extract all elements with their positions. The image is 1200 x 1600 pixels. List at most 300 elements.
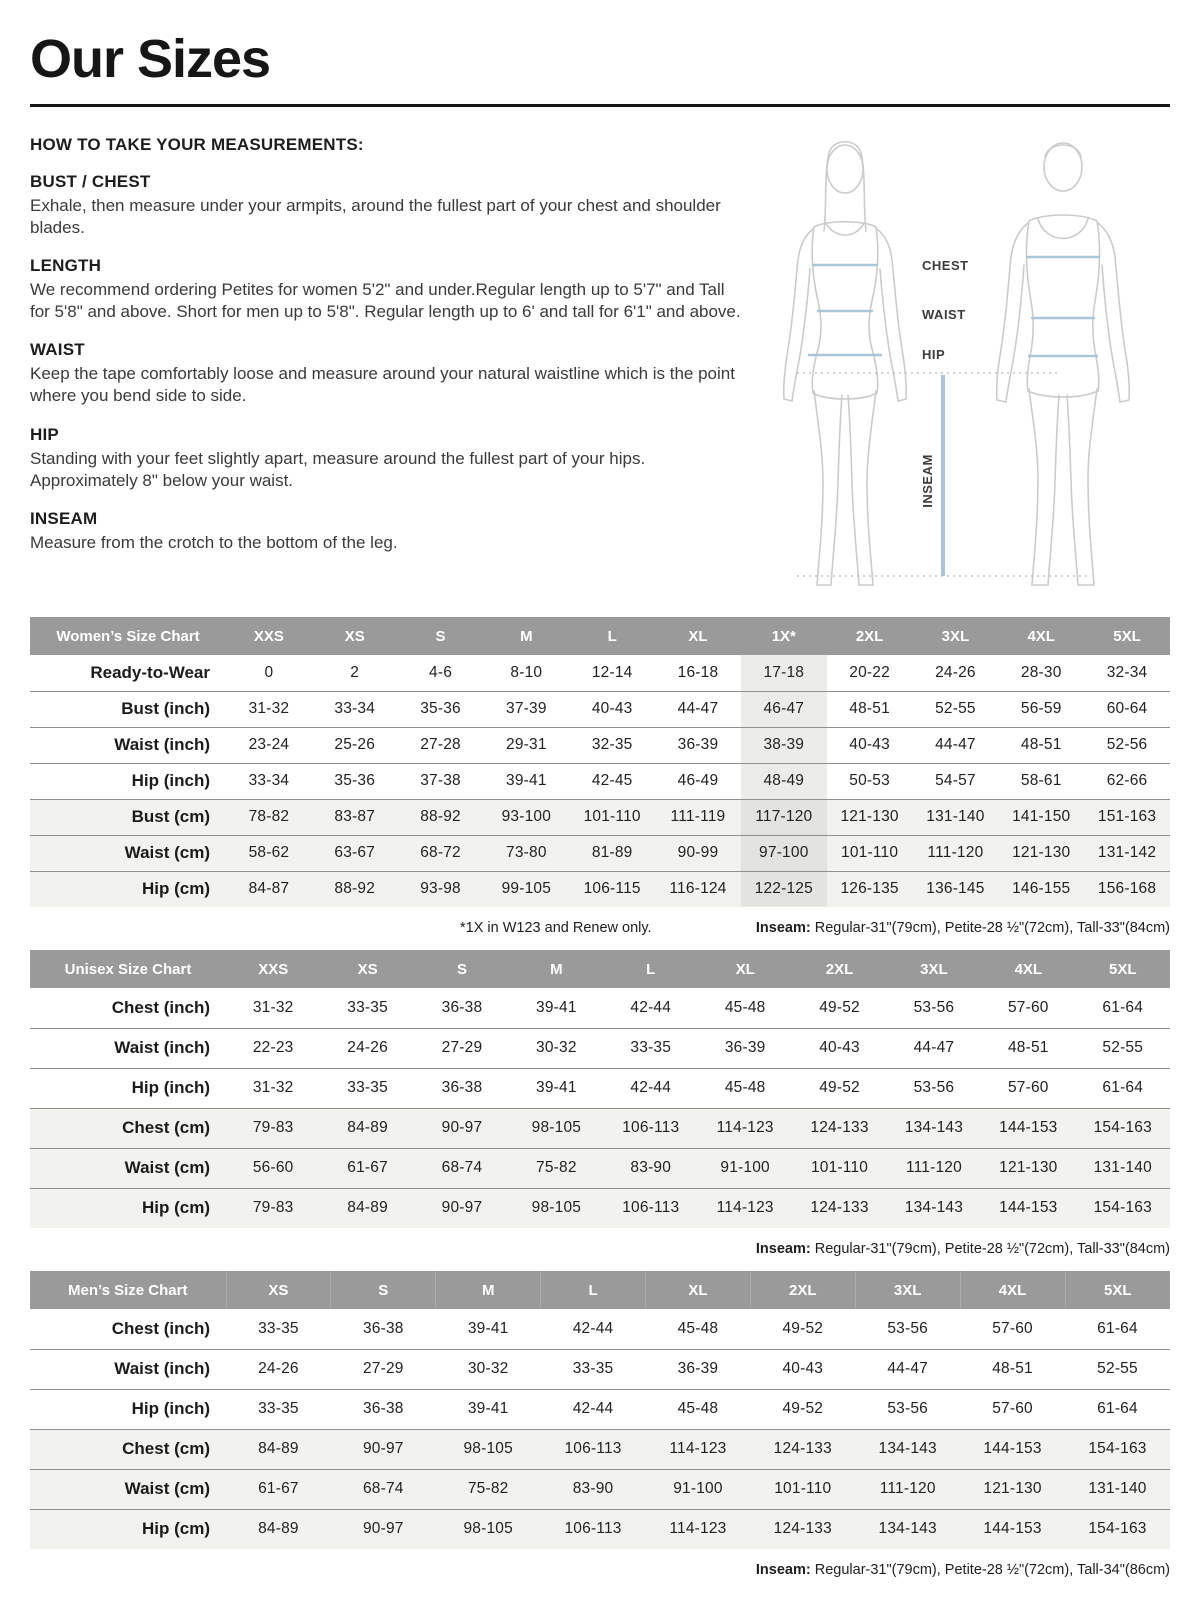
womens-1x-footnote: *1X in W123 and Renew only.	[460, 920, 652, 936]
inseam-note-label: Inseam:	[755, 1241, 811, 1257]
size-cell: 144-153	[960, 1429, 1065, 1469]
size-cell: 29-31	[506, 736, 547, 753]
size-cell: 31-32	[248, 700, 290, 717]
size-cell: 35-36	[334, 772, 376, 789]
size-cell: 131-140	[1076, 1148, 1170, 1188]
size-cell: 121-130	[827, 799, 913, 835]
size-cell: 42-44	[630, 998, 672, 1016]
column-header-xs: XS	[226, 1271, 331, 1309]
column-header-5xl: 5XL	[1065, 1271, 1170, 1309]
size-cell: 114-123	[646, 1509, 751, 1549]
size-cell: 53-56	[887, 1400, 929, 1417]
size-cell: 106-113	[604, 1188, 698, 1228]
size-cell: 57-60	[1007, 998, 1049, 1016]
size-cell: 16-18	[677, 663, 719, 681]
column-header-3xl: 3XL	[855, 1271, 960, 1309]
column-header-5xl: 5XL	[1084, 617, 1170, 655]
size-cell: 52-55	[1097, 1360, 1138, 1377]
size-cell: 134-143	[887, 1108, 981, 1148]
size-cell: 84-89	[320, 1108, 414, 1148]
size-cell: 98-105	[509, 1188, 603, 1228]
size-cell: 136-145	[913, 871, 999, 907]
section-title-length: LENGTH	[30, 256, 102, 276]
size-cell: 98-105	[436, 1429, 541, 1469]
size-cell: 49-52	[819, 998, 860, 1016]
column-header-s: S	[331, 1271, 436, 1309]
table-title: Unisex Size Chart	[30, 950, 226, 988]
size-cell: 56-60	[226, 1148, 320, 1188]
size-cell: 58-61	[1020, 772, 1062, 789]
size-cell: 44-47	[887, 1360, 929, 1377]
size-cell: 39-41	[506, 772, 547, 789]
size-cell: 146-155	[998, 871, 1084, 907]
size-cell: 40-43	[849, 736, 890, 753]
size-cell: 33-35	[347, 998, 388, 1016]
size-cell: 31-32	[252, 1079, 294, 1096]
size-cell: 93-98	[398, 871, 484, 907]
table-row	[30, 1108, 1170, 1148]
table-row	[30, 1429, 1170, 1469]
table-row	[30, 1349, 1170, 1389]
size-cell: 4-6	[429, 663, 453, 681]
size-cell: 22-23	[252, 1039, 294, 1056]
size-tables	[30, 617, 1170, 1578]
size-cell: 91-100	[698, 1148, 792, 1188]
size-cell: 84-89	[226, 1509, 331, 1549]
column-header-2xl: 2XL	[792, 950, 886, 988]
size-cell: 79-83	[226, 1188, 320, 1228]
row-label: Chest (cm)	[30, 1429, 226, 1469]
size-cell: 42-44	[630, 1079, 672, 1096]
size-cell: 81-89	[569, 835, 655, 871]
size-cell: 45-48	[724, 998, 766, 1016]
size-cell: 62-66	[1106, 772, 1148, 789]
column-header-4xl: 4XL	[960, 1271, 1065, 1309]
size-cell: 30-32	[467, 1360, 509, 1377]
size-cell: 48-51	[992, 1360, 1033, 1377]
size-cell: 24-26	[258, 1360, 299, 1377]
size-cell: 48-51	[849, 700, 890, 717]
size-cell: 25-26	[334, 736, 376, 753]
column-header-5xl: 5XL	[1076, 950, 1170, 988]
size-cell: 121-130	[960, 1469, 1065, 1509]
measurement-instructions	[30, 121, 742, 603]
top-section	[30, 121, 1170, 603]
size-cell: 17-18	[741, 655, 827, 691]
size-cell: 48-51	[1007, 1039, 1049, 1056]
size-cell: 44-47	[913, 1039, 955, 1056]
size-cell: 52-55	[935, 700, 976, 717]
unisex-size-chart-section	[30, 950, 1170, 1257]
size-cell: 12-14	[591, 663, 633, 681]
size-cell: 39-41	[467, 1400, 509, 1417]
section-body-inseam: Measure from the crotch to the bottom of the leg.	[30, 532, 398, 552]
size-cell: 49-52	[782, 1400, 824, 1417]
size-cell: 57-60	[992, 1319, 1033, 1337]
table-row	[30, 799, 1170, 835]
size-cell: 46-49	[677, 772, 719, 789]
column-header-l: L	[604, 950, 698, 988]
mens-footnotes	[30, 1562, 1170, 1578]
size-cell: 99-105	[483, 871, 569, 907]
size-cell: 36-39	[724, 1039, 766, 1056]
column-header-xs: XS	[320, 950, 414, 988]
instructions-heading: HOW TO TAKE YOUR MEASUREMENTS:	[30, 135, 364, 154]
womens-footnotes	[30, 920, 1170, 936]
female-figure-outline	[784, 142, 907, 585]
size-cell: 40-43	[782, 1360, 824, 1377]
body-figures-illustration	[750, 123, 1170, 603]
size-cell: 33-35	[347, 1079, 388, 1096]
row-label: Hip (cm)	[30, 1509, 226, 1549]
size-cell: 106-115	[569, 871, 655, 907]
size-cell: 45-48	[724, 1079, 766, 1096]
size-cell: 126-135	[827, 871, 913, 907]
column-header-xs: XS	[312, 617, 398, 655]
womens-size-table	[30, 617, 1170, 907]
chest-label: CHEST	[922, 258, 969, 273]
size-cell: 111-120	[887, 1148, 981, 1188]
womens-size-chart-section	[30, 617, 1170, 936]
row-label: Waist (inch)	[114, 1359, 210, 1378]
inseam-note-label: Inseam:	[755, 920, 811, 936]
size-cell: 144-153	[981, 1188, 1075, 1228]
size-cell: 53-56	[913, 1079, 955, 1096]
size-cell: 154-163	[1065, 1429, 1170, 1469]
size-cell: 52-56	[1106, 736, 1148, 753]
size-cell: 68-74	[331, 1469, 436, 1509]
hip-label: HIP	[922, 347, 946, 362]
size-cell: 131-140	[1065, 1469, 1170, 1509]
inseam-note-text: Regular-31"(79cm), Petite-28 ½"(72cm), Tall-33"(84cm)	[810, 920, 1170, 936]
size-cell: 36-38	[441, 998, 483, 1016]
size-cell: 36-38	[362, 1400, 404, 1417]
size-cell: 57-60	[992, 1400, 1033, 1417]
size-cell: 90-99	[655, 835, 741, 871]
row-label: Bust (inch)	[121, 699, 210, 718]
row-label: Waist (inch)	[114, 735, 210, 754]
size-cell: 61-64	[1097, 1400, 1138, 1417]
size-cell: 90-97	[331, 1509, 436, 1549]
size-cell: 90-97	[331, 1429, 436, 1469]
size-cell: 73-80	[483, 835, 569, 871]
column-header-s: S	[398, 617, 484, 655]
column-header-4xl: 4XL	[998, 617, 1084, 655]
page-title: Our Sizes	[30, 29, 271, 89]
measurement-lines	[808, 257, 1100, 576]
size-cell: 58-62	[226, 835, 312, 871]
size-cell: 42-45	[591, 772, 633, 789]
size-cell: 98-105	[509, 1108, 603, 1148]
size-cell: 68-72	[398, 835, 484, 871]
mens-size-table	[30, 1271, 1170, 1549]
size-cell: 31-32	[252, 998, 294, 1016]
size-cell: 32-34	[1106, 663, 1148, 681]
size-cell: 84-89	[320, 1188, 414, 1228]
size-cell: 88-92	[312, 871, 398, 907]
size-cell: 33-34	[334, 700, 376, 717]
size-cell: 84-87	[226, 871, 312, 907]
size-cell: 121-130	[981, 1148, 1075, 1188]
size-cell: 154-163	[1065, 1509, 1170, 1549]
size-cell: 44-47	[677, 700, 719, 717]
size-cell: 90-97	[415, 1188, 509, 1228]
size-cell: 61-64	[1097, 1319, 1138, 1337]
size-cell: 106-113	[604, 1108, 698, 1148]
size-cell: 39-41	[467, 1319, 509, 1337]
section-title-bust-chest: BUST / CHEST	[30, 172, 151, 191]
size-cell: 36-38	[441, 1079, 483, 1096]
size-cell: 68-74	[415, 1148, 509, 1188]
size-cell: 83-87	[312, 799, 398, 835]
size-cell: 75-82	[509, 1148, 603, 1188]
section-body-hip: Standing with your feet slightly apart, measure around the fullest part of your hips. Approximately 8" below your waist.	[30, 448, 646, 490]
mens-inseam-note	[756, 1562, 1170, 1578]
size-cell: 122-125	[741, 871, 827, 907]
column-header-l: L	[541, 1271, 646, 1309]
row-label: Hip (inch)	[131, 771, 210, 790]
size-cell: 106-113	[541, 1429, 646, 1469]
section-body-length: We recommend ordering Petites for women 5'2" and under.Regular length up to 5'7" and Tall for 5'8" and above. Short for men up to 5'8". Regular length up to 6' and tall for 6'1" and above.	[30, 280, 741, 322]
row-label: Waist (cm)	[30, 835, 226, 871]
section-body-bust-chest: Exhale, then measure under your armpits, around the fullest part of your chest and shoulder blades.	[30, 196, 721, 238]
size-cell: 20-22	[849, 663, 890, 681]
column-header-3xl: 3XL	[913, 617, 999, 655]
size-cell: 45-48	[677, 1319, 719, 1337]
inseam-label: INSEAM	[920, 454, 935, 508]
table-row	[30, 1309, 1170, 1349]
measurement-diagram	[750, 123, 1170, 603]
size-cell: 42-44	[572, 1400, 614, 1417]
size-cell: 111-119	[655, 799, 741, 835]
column-header-s: S	[415, 950, 509, 988]
unisex-size-table	[30, 950, 1170, 1228]
male-figure-outline	[997, 143, 1130, 585]
size-cell: 79-83	[226, 1108, 320, 1148]
row-label: Ready-to-Wear	[90, 662, 210, 682]
table-title: Men’s Size Chart	[30, 1271, 226, 1309]
column-header-xl: XL	[655, 617, 741, 655]
size-cell: 106-113	[541, 1509, 646, 1549]
size-cell: 45-48	[677, 1400, 719, 1417]
size-cell: 117-120	[741, 799, 827, 835]
column-header-xl: XL	[646, 1271, 751, 1309]
unisex-footnotes	[30, 1241, 1170, 1257]
size-cell: 88-92	[398, 799, 484, 835]
size-cell: 93-100	[483, 799, 569, 835]
title-divider	[30, 104, 1170, 107]
size-cell: 111-120	[913, 835, 999, 871]
size-cell: 131-140	[913, 799, 999, 835]
section-title-inseam: INSEAM	[30, 508, 98, 528]
size-cell: 56-59	[1020, 700, 1062, 717]
inseam-note-text: Regular-31"(79cm), Petite-28 ½"(72cm), Tall-34"(86cm)	[810, 1562, 1170, 1578]
table-header-row	[30, 617, 1170, 655]
size-cell: 33-35	[258, 1400, 299, 1417]
row-label: Bust (cm)	[30, 799, 226, 835]
table-header-row	[30, 950, 1170, 988]
size-cell: 61-67	[226, 1469, 331, 1509]
size-cell: 36-38	[362, 1319, 404, 1337]
row-label: Waist (cm)	[30, 1148, 226, 1188]
row-label: Chest (inch)	[111, 1318, 210, 1338]
size-cell: 33-35	[572, 1360, 614, 1377]
size-cell: 83-90	[604, 1148, 698, 1188]
table-row	[30, 835, 1170, 871]
size-cell: 44-47	[935, 736, 976, 753]
size-cell: 33-35	[630, 1039, 672, 1056]
table-title: Women’s Size Chart	[30, 617, 226, 655]
row-label: Hip (cm)	[30, 871, 226, 907]
row-label: Hip (inch)	[131, 1078, 210, 1097]
size-cell: 124-133	[750, 1429, 855, 1469]
section-body-waist: Keep the tape comfortably loose and measure around your natural waistline which is the point where you bend side to side.	[30, 364, 735, 406]
size-cell: 50-53	[849, 772, 890, 789]
row-label: Waist (inch)	[114, 1038, 210, 1057]
unisex-inseam-note	[756, 1241, 1170, 1257]
table-row	[30, 727, 1170, 763]
column-header-3xl: 3XL	[887, 950, 981, 988]
size-cell: 60-64	[1106, 700, 1148, 717]
size-cell: 53-56	[913, 998, 955, 1016]
table-row	[30, 763, 1170, 799]
inseam-note-label: Inseam:	[755, 1562, 811, 1578]
waist-label: WAIST	[922, 307, 966, 322]
size-cell: 39-41	[536, 1079, 577, 1096]
size-cell: 124-133	[750, 1509, 855, 1549]
column-header-2xl: 2XL	[750, 1271, 855, 1309]
size-cell: 2	[350, 663, 360, 681]
size-cell: 36-39	[677, 1360, 719, 1377]
size-cell: 46-47	[741, 691, 827, 727]
size-cell: 38-39	[741, 727, 827, 763]
size-cell: 8-10	[510, 663, 543, 681]
column-header-m: M	[436, 1271, 541, 1309]
table-row	[30, 1068, 1170, 1108]
size-cell: 134-143	[887, 1188, 981, 1228]
size-cell: 75-82	[436, 1469, 541, 1509]
size-cell: 52-55	[1102, 1039, 1144, 1056]
size-cell: 134-143	[855, 1429, 960, 1469]
mens-size-chart-section	[30, 1271, 1170, 1578]
size-cell: 33-34	[248, 772, 290, 789]
column-header-m: M	[483, 617, 569, 655]
table-row	[30, 1509, 1170, 1549]
size-cell: 144-153	[960, 1509, 1065, 1549]
size-cell: 124-133	[792, 1188, 886, 1228]
row-label: Chest (cm)	[30, 1108, 226, 1148]
column-header-xl: XL	[698, 950, 792, 988]
size-cell: 141-150	[998, 799, 1084, 835]
size-cell: 27-29	[362, 1360, 404, 1377]
womens-inseam-note	[756, 920, 1170, 936]
size-cell: 101-110	[750, 1469, 855, 1509]
size-cell: 37-39	[506, 700, 547, 717]
table-row	[30, 1389, 1170, 1429]
size-cell: 121-130	[998, 835, 1084, 871]
row-label: Hip (inch)	[131, 1399, 210, 1418]
size-cell: 27-29	[441, 1039, 483, 1056]
size-cell: 97-100	[741, 835, 827, 871]
size-cell: 48-49	[741, 763, 827, 799]
size-cell: 90-97	[415, 1108, 509, 1148]
column-header-m: M	[509, 950, 603, 988]
column-header-xxs: XXS	[226, 617, 312, 655]
size-cell: 151-163	[1084, 799, 1170, 835]
size-cell: 54-57	[935, 772, 976, 789]
size-cell: 40-43	[591, 700, 633, 717]
size-cell: 57-60	[1007, 1079, 1049, 1096]
column-header-4xl: 4XL	[981, 950, 1075, 988]
size-cell: 144-153	[981, 1108, 1075, 1148]
size-cell: 101-110	[569, 799, 655, 835]
size-cell: 91-100	[646, 1469, 751, 1509]
column-header-1x: 1X*	[741, 617, 827, 655]
section-title-waist: WAIST	[30, 340, 85, 360]
size-cell: 24-26	[935, 663, 976, 681]
column-header-l: L	[569, 617, 655, 655]
inseam-note-text: Regular-31"(79cm), Petite-28 ½"(72cm), Tall-33"(84cm)	[810, 1241, 1170, 1257]
size-cell: 42-44	[572, 1319, 614, 1337]
table-row	[30, 691, 1170, 727]
section-title-hip: HIP	[30, 424, 59, 444]
size-cell: 101-110	[792, 1148, 886, 1188]
size-cell: 49-52	[782, 1319, 824, 1337]
size-cell: 35-36	[420, 700, 461, 717]
table-row	[30, 1148, 1170, 1188]
size-cell: 83-90	[541, 1469, 646, 1509]
size-cell: 116-124	[655, 871, 741, 907]
size-cell: 48-51	[1020, 736, 1062, 753]
row-label: Chest (inch)	[111, 997, 210, 1017]
size-cell: 23-24	[248, 736, 290, 753]
size-cell: 61-64	[1102, 1079, 1144, 1096]
size-cell: 98-105	[436, 1509, 541, 1549]
size-cell: 32-35	[591, 736, 633, 753]
size-cell: 114-123	[698, 1188, 792, 1228]
size-cell: 39-41	[536, 998, 577, 1016]
size-cell: 37-38	[420, 772, 461, 789]
size-cell: 124-133	[792, 1108, 886, 1148]
column-header-2xl: 2XL	[827, 617, 913, 655]
table-row	[30, 1188, 1170, 1228]
size-cell: 28-30	[1020, 663, 1062, 681]
size-cell: 156-168	[1084, 871, 1170, 907]
table-row	[30, 1028, 1170, 1068]
size-cell: 154-163	[1076, 1188, 1170, 1228]
size-cell: 40-43	[819, 1039, 860, 1056]
size-cell: 101-110	[827, 835, 913, 871]
table-header-row	[30, 1271, 1170, 1309]
size-cell: 30-32	[536, 1039, 577, 1056]
size-cell: 114-123	[646, 1429, 751, 1469]
size-cell: 53-56	[887, 1319, 929, 1337]
row-label: Hip (cm)	[30, 1188, 226, 1228]
table-row	[30, 871, 1170, 907]
size-cell: 134-143	[855, 1509, 960, 1549]
size-cell: 61-64	[1102, 998, 1144, 1016]
size-cell: 24-26	[347, 1039, 388, 1056]
size-cell: 61-67	[320, 1148, 414, 1188]
size-cell: 84-89	[226, 1429, 331, 1469]
size-cell: 27-28	[420, 736, 461, 753]
column-header-xxs: XXS	[226, 950, 320, 988]
size-cell: 111-120	[855, 1469, 960, 1509]
size-cell: 78-82	[226, 799, 312, 835]
table-row	[30, 988, 1170, 1028]
table-row	[30, 655, 1170, 691]
size-cell: 154-163	[1076, 1108, 1170, 1148]
